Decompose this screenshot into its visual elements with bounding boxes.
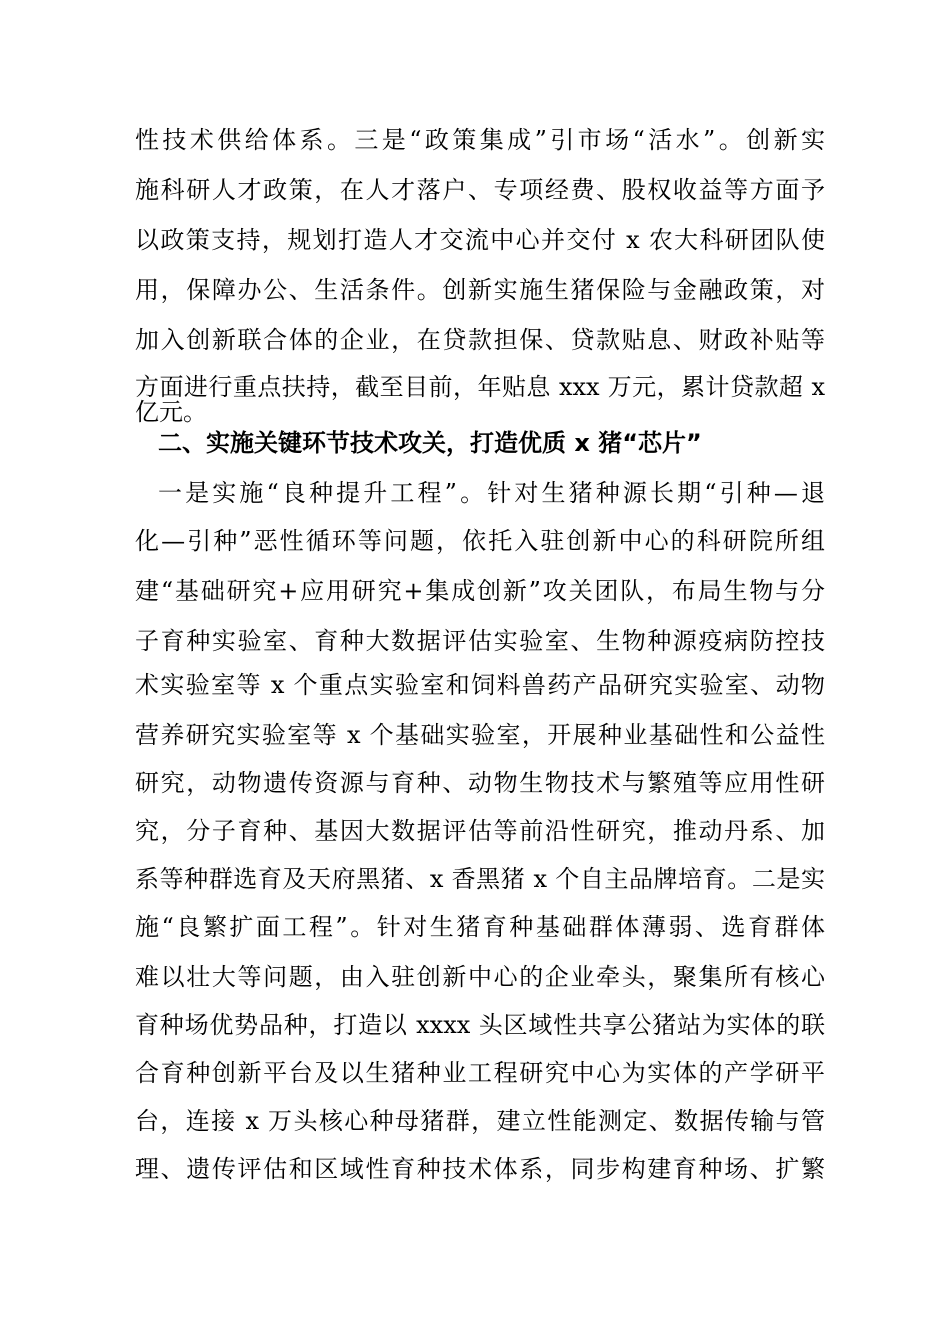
body-text-line: 方面进行重点扶持，截至目前，年贴息 xxx 万元，累计贷款超 x — [135, 373, 825, 401]
body-text-line: 性技术供给体系。三是“政策集成”引市场“活水”。创新实 — [135, 126, 825, 154]
body-text-line: 以政策支持，规划打造人才交流中心并交付 x 农大科研团队使 — [135, 226, 825, 254]
body-text-line: 台，连接 x 万头核心种母猪群，建立性能测定、数据传输与管 — [135, 1107, 825, 1135]
body-text-line: 育种场优势品种，打造以 xxxx 头区域性共享公猪站为实体的联 — [135, 1011, 825, 1039]
body-text-line: 一是实施“良种提升工程”。针对生猪种源长期“引种—退 — [158, 479, 825, 507]
body-text-line: 用，保障办公、生活条件。创新实施生猪保险与金融政策，对 — [135, 276, 825, 304]
body-text-line: 理、遗传评估和区域性育种技术体系，同步构建育种场、扩繁 — [135, 1155, 825, 1183]
body-text-line: 化—引种”恶性循环等问题，依托入驻创新中心的科研院所组 — [135, 527, 825, 555]
body-text-line: 合育种创新平台及以生猪种业工程研究中心为实体的产学研平 — [135, 1059, 825, 1087]
body-text-line: 施“良繁扩面工程”。针对生猪育种基础群体薄弱、选育群体 — [135, 913, 825, 941]
body-text-line: 施科研人才政策，在人才落户、专项经费、股权收益等方面予 — [135, 176, 825, 204]
body-text-line: 建“基础研究+应用研究+集成创新”攻关团队，布局生物与分 — [135, 577, 825, 605]
body-text-line: 系等种群选育及天府黑猪、x 香黑猪 x 个自主品牌培育。二是实 — [135, 865, 825, 893]
body-text-line: 术实验室等 x 个重点实验室和饲料兽药产品研究实验室、动物 — [135, 671, 825, 699]
section-heading: 二、实施关键环节技术攻关，打造优质 x 猪“芯片” — [158, 429, 702, 457]
body-text-line: 研究，动物遗传资源与育种、动物生物技术与繁殖等应用性研 — [135, 769, 825, 797]
body-text-line: 加入创新联合体的企业，在贷款担保、贷款贴息、财政补贴等 — [135, 326, 825, 354]
body-text-line: 难以壮大等问题，由入驻创新中心的企业牵头，聚集所有核心 — [135, 963, 825, 991]
body-text-line: 亿元。 — [135, 398, 207, 426]
body-text-line: 究，分子育种、基因大数据评估等前沿性研究，推动丹系、加 — [135, 817, 825, 845]
body-text-line: 营养研究实验室等 x 个基础实验室，开展种业基础性和公益性 — [135, 721, 825, 749]
body-text-line: 子育种实验室、育种大数据评估实验室、生物种源疫病防控技 — [135, 627, 825, 655]
